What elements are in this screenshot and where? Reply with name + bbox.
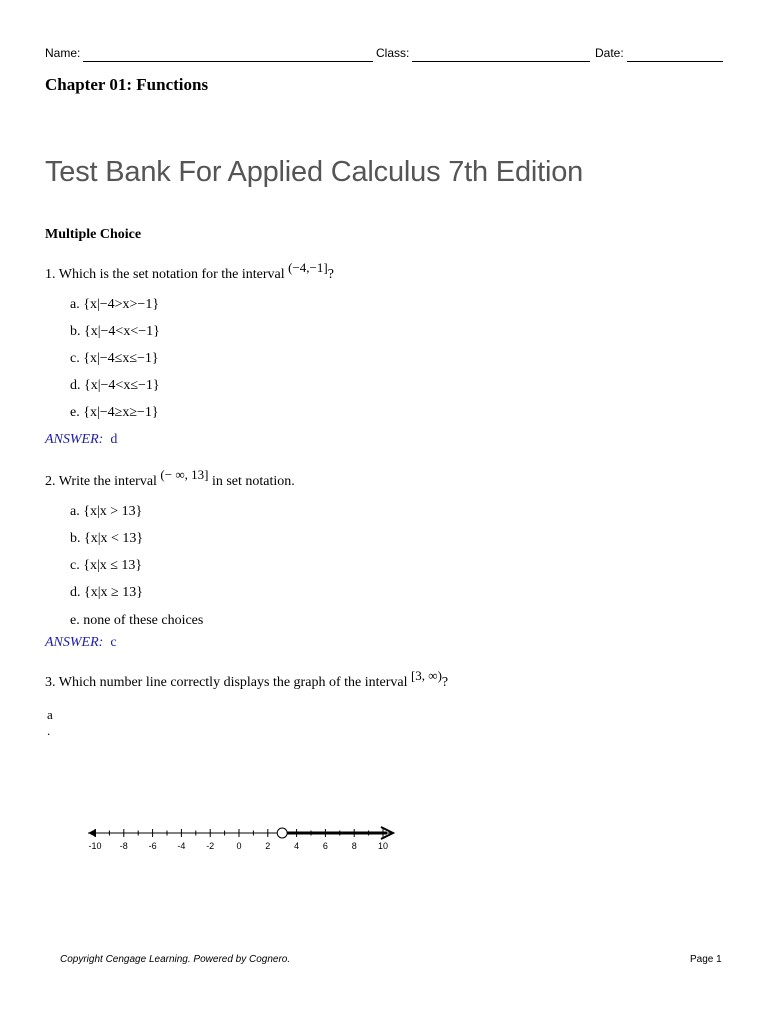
date-line[interactable] xyxy=(627,61,723,62)
page-title: Test Bank For Applied Calculus 7th Edition xyxy=(45,156,584,188)
option-text: {x|x < 13} xyxy=(84,531,144,546)
class-line[interactable] xyxy=(412,61,590,62)
question-3 xyxy=(45,668,449,691)
question-3-suffix: ? xyxy=(441,675,449,690)
name-line[interactable] xyxy=(83,61,373,62)
question-1-option-d[interactable] xyxy=(70,378,160,394)
option-letter: a. xyxy=(70,297,80,312)
question-2-suffix: in set notation. xyxy=(208,474,295,489)
option-text: {x|−4<x≤−1} xyxy=(84,378,160,393)
number-line-tick-label: 4 xyxy=(294,841,300,851)
answer-value: d xyxy=(110,432,118,447)
number-line-tick-label: -10 xyxy=(88,841,102,851)
answer-value: c xyxy=(110,635,117,650)
answer-label: ANSWER: xyxy=(45,432,104,447)
question-3-option-a-dot: . xyxy=(47,723,51,738)
option-letter: b. xyxy=(70,531,81,546)
question-2 xyxy=(45,467,295,490)
option-text: {x|x ≤ 13} xyxy=(83,558,143,573)
question-2-option-e[interactable] xyxy=(70,613,203,629)
question-2-option-a[interactable] xyxy=(70,504,142,520)
number-line-group xyxy=(88,827,393,851)
number-line-tick-label: -2 xyxy=(206,841,215,851)
question-1-option-e[interactable] xyxy=(70,405,159,421)
question-1-option-c[interactable] xyxy=(70,351,159,367)
answer-label: ANSWER: xyxy=(45,635,104,650)
number-line-tick-label: 8 xyxy=(351,841,357,851)
date-label: Date: xyxy=(595,46,624,60)
question-1-interval: (−4,−1] xyxy=(288,260,328,275)
question-2-option-c[interactable] xyxy=(70,558,142,574)
question-1-option-a[interactable] xyxy=(70,297,159,313)
option-letter: e. xyxy=(70,405,80,420)
option-letter: a. xyxy=(70,504,80,519)
question-3-interval: [3, ∞) xyxy=(410,668,442,683)
number-line-tick-label: -4 xyxy=(177,841,186,851)
option-text: {x|−4<x<−1} xyxy=(84,324,160,339)
question-3-prefix: 3. Which number line correctly displays the graph of the interval xyxy=(45,675,411,690)
number-line-tick-label: -6 xyxy=(148,841,157,851)
class-label: Class: xyxy=(376,46,410,60)
option-letter: c. xyxy=(70,351,80,366)
section-heading: Multiple Choice xyxy=(45,227,142,242)
number-line[interactable] xyxy=(80,820,410,860)
question-1-suffix: ? xyxy=(327,267,334,282)
option-text: none of these choices xyxy=(83,613,204,628)
question-2-prefix: 2. Write the interval xyxy=(45,474,161,489)
question-3-option-a-letter[interactable]: a xyxy=(47,707,53,722)
question-1-answer xyxy=(45,432,117,448)
question-2-interval: (− ∞, 13] xyxy=(160,467,209,482)
option-text: {x|−4≤x≤−1} xyxy=(83,351,159,366)
option-text: {x|x ≥ 13} xyxy=(84,585,143,600)
number-line-tick-label: 6 xyxy=(322,841,328,851)
question-2-option-d[interactable] xyxy=(70,585,143,601)
option-text: {x|−4>x>−1} xyxy=(83,297,160,312)
question-1 xyxy=(45,260,334,283)
question-2-answer xyxy=(45,635,117,651)
open-point-marker xyxy=(277,828,287,838)
option-text: {x|−4≥x≥−1} xyxy=(83,405,159,420)
option-letter: d. xyxy=(70,585,81,600)
option-text: {x|x > 13} xyxy=(83,504,143,519)
question-2-option-b[interactable] xyxy=(70,531,143,547)
number-line-tick-label: 10 xyxy=(377,841,389,851)
question-1-prefix: 1. Which is the set notation for the interval xyxy=(45,267,289,282)
chapter-heading: Chapter 01: Functions xyxy=(45,75,209,94)
number-line-tick-label: -8 xyxy=(119,841,128,851)
option-letter: e. xyxy=(70,613,80,628)
footer-page-number: Page 1 xyxy=(690,954,722,965)
option-letter: b. xyxy=(70,324,81,339)
question-1-option-b[interactable] xyxy=(70,324,160,340)
number-line-tick-label: 2 xyxy=(265,841,271,851)
footer-copyright: Copyright Cengage Learning. Powered by Cognero. xyxy=(60,954,291,965)
number-line-tick-label: 0 xyxy=(236,841,242,851)
option-letter: c. xyxy=(70,558,80,573)
option-letter: d. xyxy=(70,378,81,393)
name-label: Name: xyxy=(45,46,81,60)
